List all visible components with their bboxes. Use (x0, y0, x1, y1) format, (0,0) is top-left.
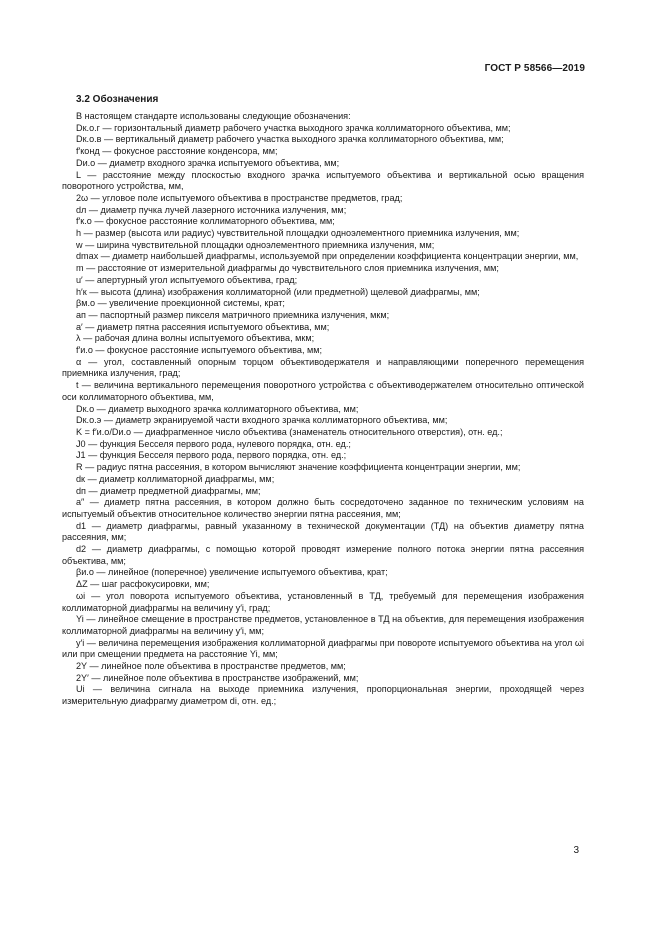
symbol-entry: h′к — высота (длина) изображения коллиматорной (или предметной) щелевой диафрагмы, мм; (76, 286, 480, 297)
symbol-entry: w — ширина чувствительной площадки одноэлементного приемника излучения, мм; (76, 239, 435, 250)
symbol-entry: λ — рабочая длина волны испытуемого объектива, мкм; (76, 333, 315, 344)
symbol-entry: Dи.о — диаметр входного зрачка испытуемого объектива, мм; (76, 157, 340, 168)
symbol-entry: βм.о — увеличение проекционной системы, крат; (76, 298, 285, 309)
symbol-entry: d2 — диаметр диафрагмы, с помощью которой проводят измерение полного потока энергии пятна рассеяния объектива, мм; (62, 544, 584, 566)
symbol-entry: 2ω — угловое поле испытуемого объектива в пространстве предметов, град; (76, 192, 403, 203)
symbol-entry: J1 — функция Бесселя первого рода, первого порядка, отн. ед.; (76, 450, 347, 461)
symbol-entry: y′i — величина перемещения изображения коллиматорной диафрагмы при повороте испытуемого объектива на угол ωi или при смещении предмета на расстояние Yi, мм; (62, 637, 584, 660)
symbol-entry: dк — диаметр коллиматорной диафрагмы, мм; (76, 473, 275, 484)
symbol-entry: aп — паспортный размер пикселя матричного приемника излучения, мкм; (76, 309, 390, 320)
symbol-entry: Ui — величина сигнала на выходе приемника излучения, пропорциональная энергии, проходящей через измерительную диафрагму диаметром di, отн. ед.; (62, 684, 584, 707)
symbol-entry: Dк.о.в — вертикальный диаметр рабочего участка выходного зрачка коллиматорного объектива, мм; (76, 134, 504, 145)
symbol-entry: Yi — линейное смещение в пространстве предметов, установленное в ТД на объектив, для перемещения изображения коллиматорной диафрагмы на величину y′i, мм; (62, 614, 584, 636)
intro-paragraph: В настоящем стандарте использованы следующие обозначения: (76, 111, 351, 121)
symbol-entry: d1 — диаметр диафрагмы, равный указанному в технической документации (ТД) на объектив диаметру пятна рассеяния, мм; (62, 520, 584, 543)
symbols-list (62, 111, 584, 708)
page-number: 3 (573, 845, 579, 856)
symbol-entry: h — размер (высота или радиус) чувствительной площадки одноэлементного приемника излучения, мм; (76, 228, 520, 239)
symbol-entry: u′ — апертурный угол испытуемого объектива, град; (76, 274, 298, 285)
symbol-entry: dп — диаметр предметной диафрагмы, мм; (76, 485, 261, 496)
symbol-entry: Dк.о.г — горизонтальный диаметр рабочего участка выходного зрачка коллиматорного объектива, мм; (76, 122, 511, 133)
symbol-entry: a″ — диаметр пятна рассеяния, в котором должно быть сосредоточено заданное по техническим условиям на испытуемый объектив относительное количество энергии пятна рассеяния, мм; (62, 497, 584, 519)
symbol-entry: Dк.о.э — диаметр экранируемой части входного зрачка коллиматорного объектива, мм; (76, 415, 448, 426)
symbol-entry: α — угол, составленный опорным торцом объективодержателя и направляющими поперечного перемещения приемника излучения, град; (62, 356, 584, 379)
symbol-entry: f′конд — фокусное расстояние конденсора, мм; (76, 146, 278, 157)
symbol-entry: βи.о — линейное (поперечное) увеличение испытуемого объектива, крат; (76, 567, 388, 578)
symbol-entry: ΔZ — шаг расфокусировки, мм; (76, 579, 210, 590)
symbol-entry: L — расстояние между плоскостью входного зрачка испытуемого объектива и вертикальной осью вращения поворотного устройства, мм, (62, 169, 584, 192)
symbol-entry: f′к.о — фокусное расстояние коллиматорного объектива, мм; (76, 216, 335, 227)
symbol-entry: K = f′и.о/Dи.о — диафрагменное число объектива (знаменатель относительного отверстия), отн. ед.; (76, 426, 503, 437)
symbol-entry: Dк.о — диаметр выходного зрачка коллиматорного объектива, мм; (76, 403, 359, 414)
standard-header: ГОСТ Р 58566—2019 (484, 63, 585, 74)
symbol-entry: f′и.о — фокусное расстояние испытуемого объектива, мм; (76, 345, 323, 356)
symbol-entry: R — радиус пятна рассеяния, в котором вычисляют значение коэффициента концентрации энергии, мм; (76, 462, 521, 473)
symbol-entry: m — расстояние от измерительной диафрагмы до чувствительного слоя приемника излучения, мм; (76, 263, 499, 274)
symbol-entry: a′ — диаметр пятна рассеяния испытуемого объектива, мм; (76, 321, 330, 332)
symbol-entry: 2Y′ — линейное поле объектива в пространстве изображений, мм; (76, 672, 359, 683)
symbol-entry: dл — диаметр пучка лучей лазерного источника излучения, мм; (76, 204, 347, 215)
symbol-entry: dmax — диаметр наибольшей диафрагмы, используемой при определении коэффициента концентрации энергии, мм, (76, 251, 579, 262)
symbol-entry: t — величина вертикального перемещения поворотного устройства с объективодержателем относительно оптической оси коллиматорного объектива, мм, (62, 380, 584, 402)
symbol-entry: ωi — угол поворота испытуемого объектива, установленный в ТД, требуемый для перемещения изображения коллиматорной диафрагмы на величину y′i, град; (62, 590, 584, 613)
symbol-entry: J0 — функция Бесселя первого рода, нулевого порядка, отн. ед.; (76, 438, 351, 449)
symbol-entry: 2Y — линейное поле объектива в пространстве предметов, мм; (76, 661, 346, 672)
section-title: 3.2 Обозначения (76, 94, 159, 105)
